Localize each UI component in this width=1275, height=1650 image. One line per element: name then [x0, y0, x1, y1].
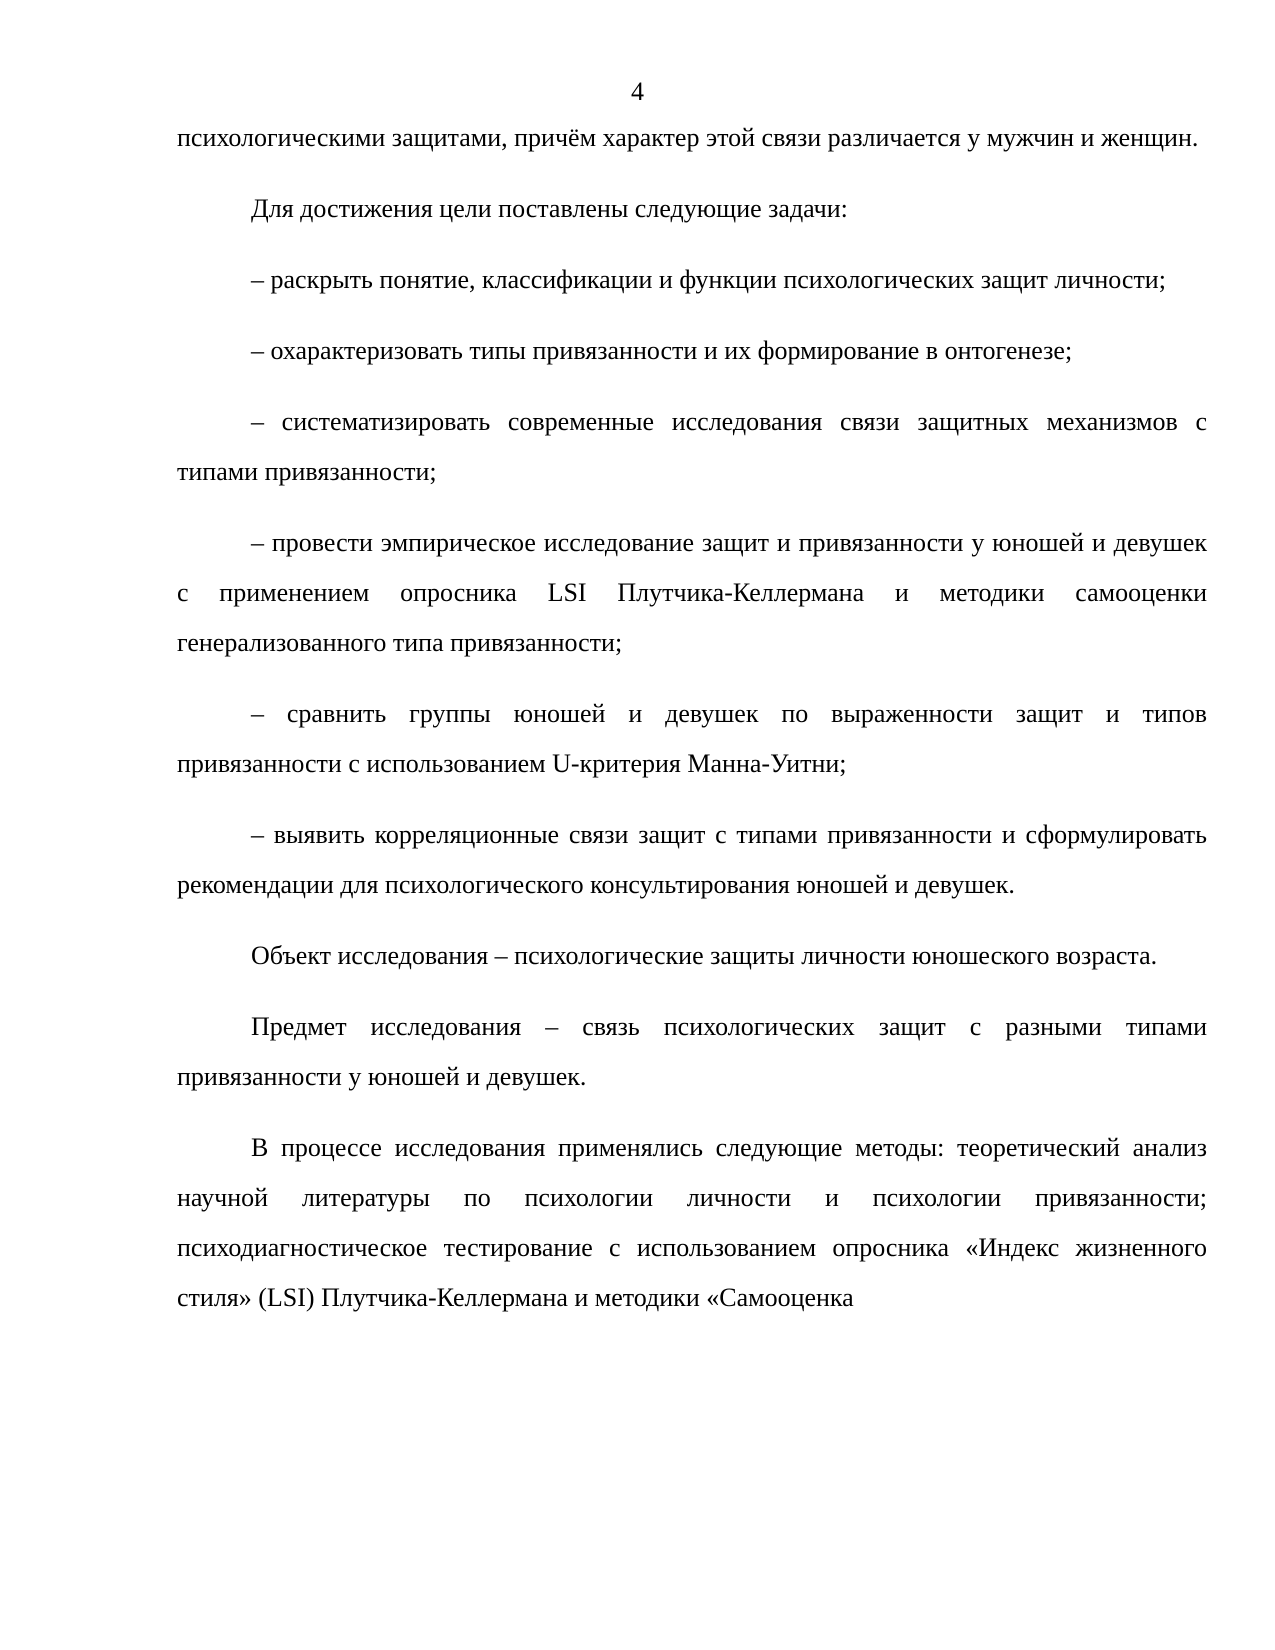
page-number: 4	[631, 77, 644, 106]
task-item: – охарактеризовать типы привязанности и их формирование в онтогенезе;	[251, 336, 1073, 365]
task-item: – сравнить группы юношей и девушек по выраженности защит и типов привязанности с использованием U-критерия Манна-Уитни;	[177, 699, 1207, 778]
paragraph-research-subject: Предмет исследования – связь психологических защит с разными типами привязанности у юношей и девушек.	[177, 1012, 1207, 1091]
document-body	[177, 113, 1207, 1344]
paragraph-tasks-intro: Для достижения цели поставлены следующие задачи:	[251, 194, 848, 223]
task-item: – выявить корреляционные связи защит с типами привязанности и сформулировать рекомендации для психологического консультирования юношей и девушек.	[177, 820, 1207, 899]
task-item: – провести эмпирическое исследование защит и привязанности у юношей и девушек с применением опросника LSI Плутчика-Келлермана и методики самооценки генерализованного типа привязанности;	[177, 528, 1207, 657]
paragraph-research-object: Объект исследования – психологические защиты личности юношеского возраста.	[251, 941, 1158, 970]
task-item: – систематизировать современные исследования связи защитных механизмов с типами привязанности;	[177, 407, 1207, 486]
paragraph-continuation: психологическими защитами, причём характер этой связи различается у мужчин и женщин.	[177, 123, 1199, 152]
task-item: – раскрыть понятие, классификации и функции психологических защит личности;	[251, 265, 1166, 294]
paragraph-research-methods: В процессе исследования применялись следующие методы: теоретический анализ научной литературы по психологии личности и психологии привязанности; психодиагностическое тестирование с использованием опросника «Индекс жизненного стиля» (LSI) Плутчика-Келлермана и методики «Самооценка	[177, 1133, 1207, 1312]
